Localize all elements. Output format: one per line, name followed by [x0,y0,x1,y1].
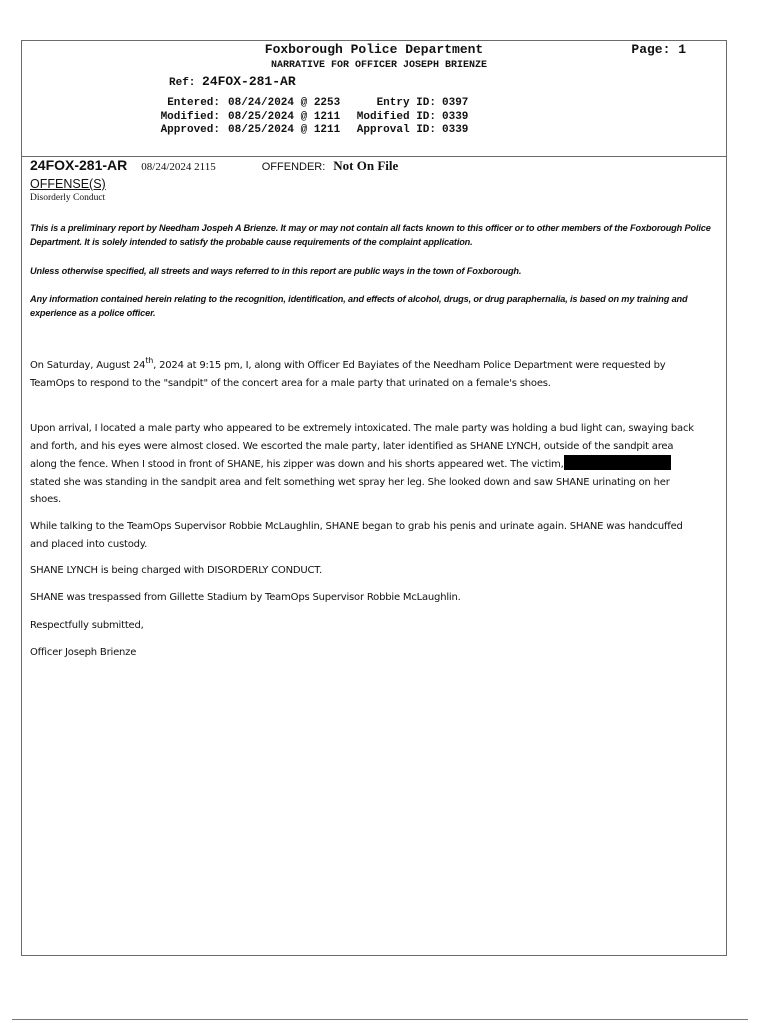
next-page-edge [12,1019,748,1024]
meta-value: 08/25/2024 @ 1211 [228,110,341,123]
case-datetime: 08/24/2024 2115 [141,161,216,173]
meta-row-modified [134,111,468,125]
narrative-paragraph-5: SHANE was trespassed from Gillette Stadium by TeamOps Supervisor Robbie McLaughlin. [30,592,461,603]
narrative-title: NARRATIVE FOR OFFICER JOSEPH BRIENZE [270,60,488,71]
offender-value: Not On File [333,158,399,173]
narrative-text: On Saturday, August 24 [30,360,146,371]
ordinal-suffix: th [145,355,154,365]
meta-label: Entered: [167,97,220,109]
ref-label: Ref: [169,77,196,89]
disclaimer-training: Any information contained herein relating to the recognition, identification, and effects of alcohol, drugs, or drug paraphernalia, is based on my training and experience as a police officer. [30,294,688,318]
offense-item: Disorderly Conduct [30,193,106,203]
redaction-bar [564,455,671,470]
meta-label: Modified: [160,110,220,123]
reference [169,74,296,89]
meta-id-value: 0397 [442,97,469,109]
page-number: Page: 1 [631,42,686,57]
narrative-paragraph-1 [30,357,694,392]
officer-signature-name: Officer Joseph Brienze [30,647,137,658]
offense-heading: OFFENSE(S) [30,177,106,191]
meta-row-approved [134,124,468,138]
meta-value: 08/25/2024 @ 1211 [228,124,341,136]
meta-row-entered [134,97,468,111]
case-id: 24FOX-281-AR [30,157,128,173]
narrative-paragraph-4: SHANE LYNCH is being charged with DISORDERLY CONDUCT. [30,565,322,576]
meta-id-label: Entry ID: [376,97,436,109]
report-page [21,40,727,956]
meta-id-label: Modified ID: [356,110,436,123]
meta-value: 08/24/2024 @ 2253 [228,97,341,109]
ref-value: 24FOX-281-AR [202,74,296,89]
meta-id-label: Approval ID: [356,124,436,136]
department-title: Foxborough Police Department [264,42,484,57]
offender-label: OFFENDER: [261,161,326,173]
meta-id-value: 0339 [442,124,469,136]
narrative-paragraph-2 [30,420,694,509]
disclaimer-public-ways: Unless otherwise specified, all streets and ways referred to in this report are public ways in the town of Foxborough. [30,266,522,276]
narrative-text: Upon arrival, I located a male party who appeared to be extremely intoxicated. The male party was holding a bud light can, swaying back and forth, and his eyes were almost closed. We escorted the male party, later identified as SHANE LYNCH, outside of the sandpit area along the fence. When I stood in front of SHANE, his zipper was down and his shorts appeared wet. The victim, [30,423,694,470]
closing-line: Respectfully submitted, [30,620,144,631]
case-summary-line [30,157,398,179]
record-metadata [134,97,468,138]
meta-id-value: 0339 [442,110,469,123]
report-header [22,41,726,157]
meta-label: Approved: [160,124,220,136]
narrative-text: stated she was standing in the sandpit area and felt something wet spray her leg. She looked down and saw SHANE urinating on her shoes. [30,476,670,505]
disclaimer-preliminary: This is a preliminary report by Needham Jospeh A Brienze. It may or may not contain all facts known to this officer or to other members of the Foxborough Police Department. It is solely intended to satisfy the probable cause requirements of the complaint application. [30,223,711,247]
narrative-paragraph-3: While talking to the TeamOps Supervisor Robbie McLaughlin, SHANE began to grab his penis and urinate again. SHANE was handcuffed and placed into custody. [30,521,683,550]
narrative-text: , 2024 at 9:15 pm, I, along with Officer Ed Bayiates of the Needham Police Department were requested by TeamOps to respond to the "sandpit" of the concert area for a male party that urinated on a female's shoes. [30,360,666,389]
